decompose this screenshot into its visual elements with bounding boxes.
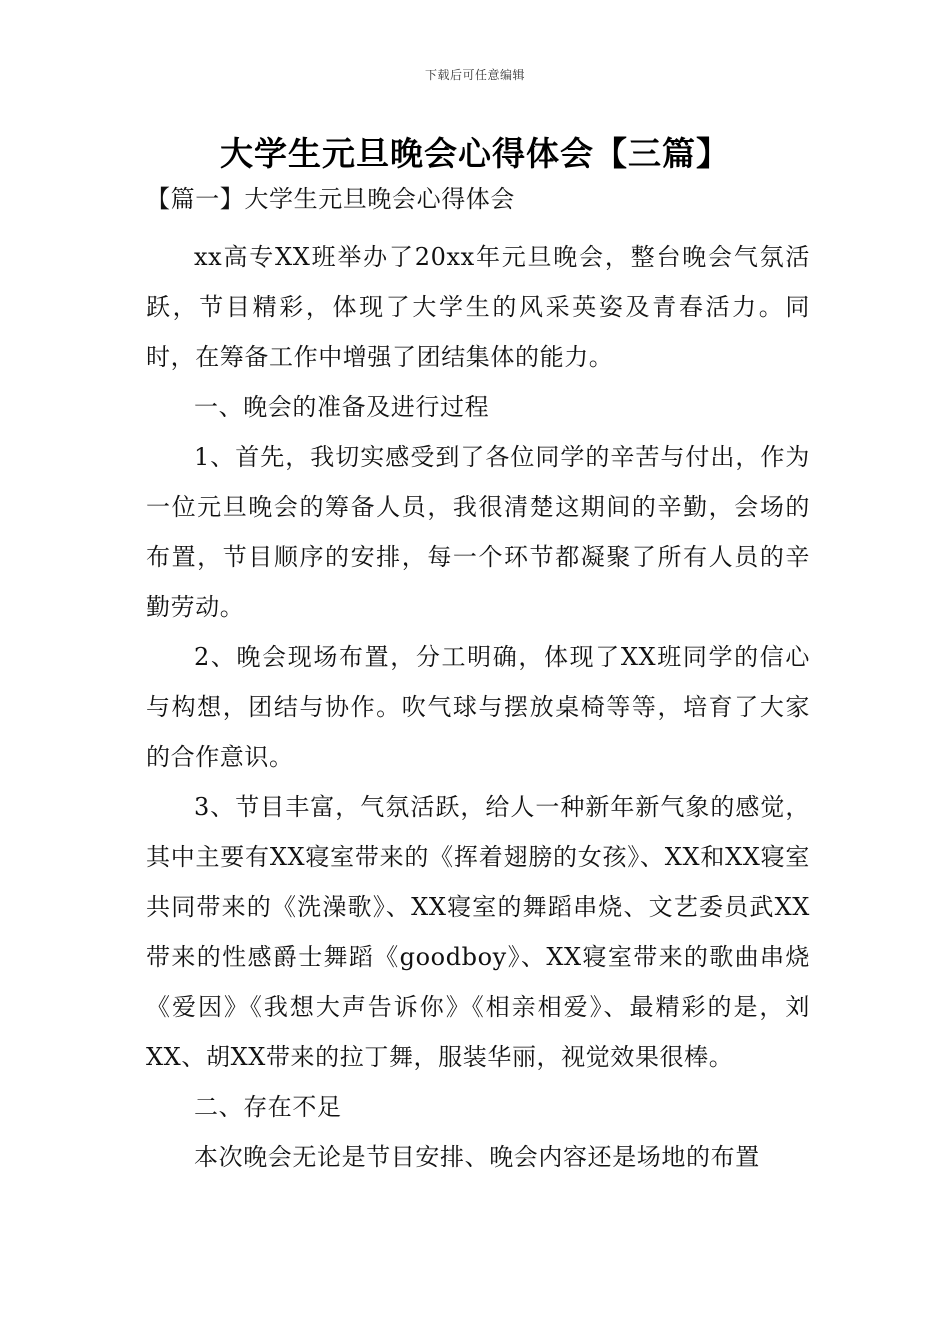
document-title: 大学生元旦晚会心得体会【三篇】 bbox=[220, 134, 730, 173]
section-heading: 【篇一】大学生元旦晚会心得体会 bbox=[146, 185, 515, 213]
paragraph-intro: xx高专XX班举办了20xx年元旦晚会，整台晚会气氛活跃，节目精彩，体现了大学生的风采英姿及青春活力。同时，在筹备工作中增强了团结集体的能力。 bbox=[146, 243, 810, 371]
document-body bbox=[146, 180, 810, 1182]
paragraph-shortcomings-start: 本次晚会无论是节目安排、晚会内容还是场地的布置 bbox=[194, 1143, 760, 1171]
paragraph-point-2: 2、晚会现场布置，分工明确，体现了XX班同学的信心与构想，团结与协作。吹气球与摆放桌椅等等，培育了大家的合作意识。 bbox=[146, 643, 810, 771]
paragraph-point-1: 1、首先，我切实感受到了各位同学的辛苦与付出，作为一位元旦晚会的筹备人员，我很清楚这期间的辛勤，会场的布置，节目顺序的安排，每一个环节都凝聚了所有人员的辛勤劳动。 bbox=[146, 443, 810, 621]
paragraph-heading-process: 一、晚会的准备及进行过程 bbox=[194, 393, 490, 421]
paragraph-heading-shortcomings: 二、存在不足 bbox=[194, 1093, 342, 1121]
paragraph-point-3: 3、节目丰富，气氛活跃，给人一种新年新气象的感觉，其中主要有XX寝室带来的《挥着翅膀的女孩》、XX和XX寝室共同带来的《洗澡歌》、XX寝室的舞蹈串烧、文艺委员武XX带来的性感爵士舞蹈《goodboy》、XX寝室带来的歌曲串烧《爱因》《我想大声告诉你》《相亲相爱》、最精彩的是，刘XX、胡XX带来的拉丁舞，服装华丽，视觉效果很棒。 bbox=[146, 793, 810, 1071]
header-note: 下载后可任意编辑 bbox=[424, 68, 525, 82]
